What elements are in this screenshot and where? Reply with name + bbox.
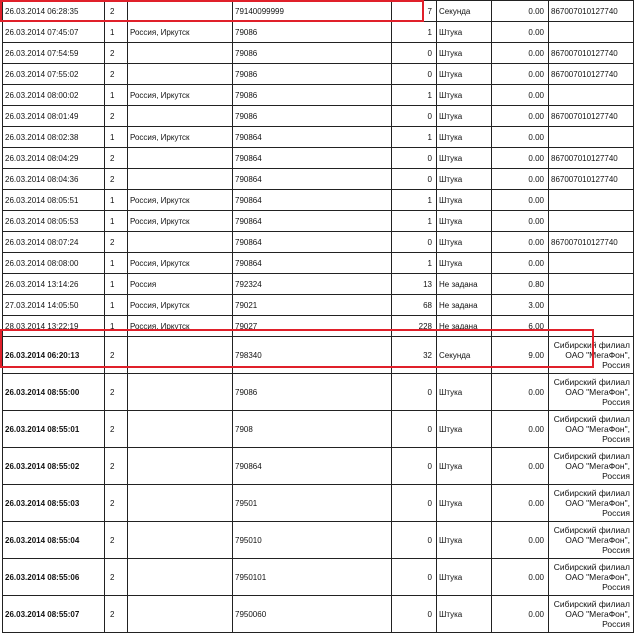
table-row	[3, 374, 634, 411]
cell-unit: Не задана	[437, 295, 492, 316]
cell-unit: Штука	[437, 253, 492, 274]
table-row	[3, 1, 634, 22]
cell-date: 26.03.2014 07:45:07	[3, 22, 105, 43]
cell-region: Россия, Иркутск	[128, 211, 233, 232]
cell-unit: Штука	[437, 169, 492, 190]
table-row	[3, 64, 634, 85]
cell-num: 790864	[233, 211, 392, 232]
cell-extra: 867007010127740	[549, 64, 634, 85]
cell-region	[128, 43, 233, 64]
cell-region: Россия, Иркутск	[128, 127, 233, 148]
cell-extra: Сибирский филиал ОАО "МегаФон", Россия	[549, 374, 634, 411]
cell-num: 79086	[233, 43, 392, 64]
cell-extra	[549, 127, 634, 148]
cell-unit: Штука	[437, 374, 492, 411]
cell-unit: Штука	[437, 43, 492, 64]
cell-price: 0.00	[492, 43, 549, 64]
cell-date: 26.03.2014 08:55:02	[3, 448, 105, 485]
cell-num: 79086	[233, 374, 392, 411]
cell-region	[128, 559, 233, 596]
cell-unit: Штука	[437, 522, 492, 559]
table-row	[3, 85, 634, 106]
cell-qty: 0	[392, 374, 437, 411]
cell-unit: Штука	[437, 448, 492, 485]
cell-unit: Штука	[437, 85, 492, 106]
cell-extra	[549, 316, 634, 337]
cell-qty: 1	[392, 127, 437, 148]
cell-region: Россия, Иркутск	[128, 85, 233, 106]
cell-num: 792324	[233, 274, 392, 295]
cell-type: 1	[105, 211, 128, 232]
cell-region: Россия, Иркутск	[128, 295, 233, 316]
cell-price: 0.00	[492, 169, 549, 190]
cell-region	[128, 411, 233, 448]
cell-type: 1	[105, 190, 128, 211]
cell-price: 0.00	[492, 127, 549, 148]
table-row	[3, 559, 634, 596]
cell-qty: 0	[392, 43, 437, 64]
cell-type: 2	[105, 337, 128, 374]
cell-unit: Штука	[437, 232, 492, 253]
cell-type: 2	[105, 411, 128, 448]
cell-type: 2	[105, 374, 128, 411]
cell-price: 0.00	[492, 190, 549, 211]
cell-price: 0.00	[492, 596, 549, 633]
cell-unit: Штука	[437, 22, 492, 43]
cell-region	[128, 1, 233, 22]
cell-price: 3.00	[492, 295, 549, 316]
cell-type: 2	[105, 448, 128, 485]
cell-type: 1	[105, 127, 128, 148]
cell-num: 79086	[233, 106, 392, 127]
cell-region: Россия, Иркутск	[128, 22, 233, 43]
cell-extra: 867007010127740	[549, 1, 634, 22]
cell-price: 0.00	[492, 85, 549, 106]
cell-extra	[549, 274, 634, 295]
table-row	[3, 127, 634, 148]
cell-date: 26.03.2014 08:55:07	[3, 596, 105, 633]
cell-price: 0.00	[492, 374, 549, 411]
cell-num: 79086	[233, 64, 392, 85]
cell-type: 2	[105, 148, 128, 169]
cell-qty: 0	[392, 64, 437, 85]
cell-date: 26.03.2014 08:01:49	[3, 106, 105, 127]
cell-type: 2	[105, 596, 128, 633]
cell-extra: Сибирский филиал ОАО "МегаФон", Россия	[549, 411, 634, 448]
table-row	[3, 448, 634, 485]
cell-type: 2	[105, 169, 128, 190]
cell-region: Россия, Иркутск	[128, 253, 233, 274]
table-row	[3, 337, 634, 374]
table-row	[3, 22, 634, 43]
cell-qty: 68	[392, 295, 437, 316]
table-row	[3, 295, 634, 316]
cell-price: 0.00	[492, 411, 549, 448]
cell-num: 790864	[233, 127, 392, 148]
cell-region	[128, 485, 233, 522]
cell-date: 26.03.2014 13:14:26	[3, 274, 105, 295]
cell-date: 26.03.2014 08:05:53	[3, 211, 105, 232]
cell-num: 790864	[233, 169, 392, 190]
cell-type: 1	[105, 274, 128, 295]
cell-unit: Штука	[437, 64, 492, 85]
cell-qty: 1	[392, 211, 437, 232]
cell-unit: Штука	[437, 596, 492, 633]
cell-extra: Сибирский филиал ОАО "МегаФон", Россия	[549, 337, 634, 374]
table-row	[3, 253, 634, 274]
cell-num: 79021	[233, 295, 392, 316]
cell-date: 26.03.2014 07:55:02	[3, 64, 105, 85]
cell-extra	[549, 22, 634, 43]
cell-unit: Штука	[437, 106, 492, 127]
cell-extra	[549, 211, 634, 232]
cell-num: 790864	[233, 448, 392, 485]
cell-extra	[549, 190, 634, 211]
cell-unit: Штука	[437, 148, 492, 169]
cell-qty: 7	[392, 1, 437, 22]
cell-unit: Штука	[437, 559, 492, 596]
cell-price: 0.00	[492, 559, 549, 596]
cell-num: 790864	[233, 253, 392, 274]
cell-price: 6.00	[492, 316, 549, 337]
cell-qty: 0	[392, 232, 437, 253]
cell-type: 1	[105, 253, 128, 274]
cell-type: 2	[105, 64, 128, 85]
cell-unit: Не задана	[437, 274, 492, 295]
cell-qty: 1	[392, 85, 437, 106]
cell-date: 28.03.2014 13:22:19	[3, 316, 105, 337]
cell-price: 0.00	[492, 148, 549, 169]
cell-date: 26.03.2014 08:07:24	[3, 232, 105, 253]
cell-extra	[549, 295, 634, 316]
cell-qty: 0	[392, 559, 437, 596]
table-row	[3, 411, 634, 448]
cell-extra: Сибирский филиал ОАО "МегаФон", Россия	[549, 559, 634, 596]
cell-unit: Штука	[437, 485, 492, 522]
cell-price: 0.00	[492, 485, 549, 522]
cell-price: 0.00	[492, 64, 549, 85]
table-row	[3, 169, 634, 190]
table-row	[3, 485, 634, 522]
call-detail-table	[2, 0, 634, 633]
cell-price: 9.00	[492, 337, 549, 374]
cell-region	[128, 232, 233, 253]
cell-region: Россия	[128, 274, 233, 295]
cell-date: 26.03.2014 08:00:02	[3, 85, 105, 106]
cell-qty: 1	[392, 253, 437, 274]
table-row	[3, 211, 634, 232]
cell-qty: 0	[392, 106, 437, 127]
cell-qty: 13	[392, 274, 437, 295]
cell-num: 79140099999	[233, 1, 392, 22]
cell-type: 2	[105, 43, 128, 64]
cell-date: 26.03.2014 08:08:00	[3, 253, 105, 274]
cell-price: 0.00	[492, 448, 549, 485]
table-row	[3, 148, 634, 169]
cell-qty: 0	[392, 169, 437, 190]
table-row	[3, 43, 634, 64]
cell-unit: Не задана	[437, 316, 492, 337]
cell-num: 7908	[233, 411, 392, 448]
cell-num: 79027	[233, 316, 392, 337]
cell-type: 1	[105, 316, 128, 337]
cell-unit: Штука	[437, 127, 492, 148]
cell-date: 26.03.2014 07:54:59	[3, 43, 105, 64]
cell-date: 26.03.2014 08:02:38	[3, 127, 105, 148]
cell-type: 2	[105, 232, 128, 253]
cell-region: Россия, Иркутск	[128, 316, 233, 337]
cell-extra: 867007010127740	[549, 169, 634, 190]
cell-qty: 0	[392, 522, 437, 559]
cell-date: 26.03.2014 08:55:01	[3, 411, 105, 448]
cell-price: 0.00	[492, 211, 549, 232]
table-row	[3, 522, 634, 559]
cell-num: 79501	[233, 485, 392, 522]
cell-extra	[549, 253, 634, 274]
cell-unit: Штука	[437, 211, 492, 232]
cell-type: 2	[105, 106, 128, 127]
cell-num: 7950060	[233, 596, 392, 633]
cell-num: 790864	[233, 190, 392, 211]
cell-price: 0.80	[492, 274, 549, 295]
cell-region: Россия, Иркутск	[128, 190, 233, 211]
cell-type: 2	[105, 485, 128, 522]
cell-price: 0.00	[492, 253, 549, 274]
cell-unit: Секунда	[437, 337, 492, 374]
cell-num: 79086	[233, 22, 392, 43]
cell-date: 26.03.2014 08:55:00	[3, 374, 105, 411]
cell-type: 2	[105, 522, 128, 559]
cell-unit: Секунда	[437, 1, 492, 22]
cell-qty: 32	[392, 337, 437, 374]
cell-num: 798340	[233, 337, 392, 374]
cell-num: 795010	[233, 522, 392, 559]
cell-region	[128, 448, 233, 485]
cell-region	[128, 596, 233, 633]
cell-region	[128, 106, 233, 127]
cell-extra: 867007010127740	[549, 232, 634, 253]
cell-qty: 1	[392, 190, 437, 211]
table-row	[3, 274, 634, 295]
table-row	[3, 232, 634, 253]
cell-unit: Штука	[437, 411, 492, 448]
cell-date: 26.03.2014 08:55:03	[3, 485, 105, 522]
cell-qty: 0	[392, 448, 437, 485]
cell-region	[128, 522, 233, 559]
cell-qty: 0	[392, 148, 437, 169]
cell-date: 26.03.2014 08:04:36	[3, 169, 105, 190]
cell-unit: Штука	[437, 190, 492, 211]
cell-qty: 1	[392, 22, 437, 43]
cell-extra: Сибирский филиал ОАО "МегаФон", Россия	[549, 485, 634, 522]
cell-region	[128, 148, 233, 169]
cell-qty: 228	[392, 316, 437, 337]
cell-date: 27.03.2014 14:05:50	[3, 295, 105, 316]
cell-type: 2	[105, 1, 128, 22]
table-row	[3, 106, 634, 127]
cell-extra: 867007010127740	[549, 148, 634, 169]
cell-price: 0.00	[492, 232, 549, 253]
cell-num: 7950101	[233, 559, 392, 596]
cell-num: 79086	[233, 85, 392, 106]
table-row	[3, 316, 634, 337]
cell-extra: Сибирский филиал ОАО "МегаФон", Россия	[549, 522, 634, 559]
cell-type: 1	[105, 85, 128, 106]
cell-qty: 0	[392, 485, 437, 522]
cell-price: 0.00	[492, 1, 549, 22]
cell-extra	[549, 85, 634, 106]
cell-date: 26.03.2014 08:55:06	[3, 559, 105, 596]
cell-region	[128, 169, 233, 190]
cell-region	[128, 64, 233, 85]
cell-type: 1	[105, 22, 128, 43]
table-row	[3, 596, 634, 633]
cell-extra: Сибирский филиал ОАО "МегаФон", Россия	[549, 448, 634, 485]
cell-region	[128, 374, 233, 411]
cell-qty: 0	[392, 596, 437, 633]
cell-date: 26.03.2014 06:28:35	[3, 1, 105, 22]
cell-extra: 867007010127740	[549, 43, 634, 64]
cell-date: 26.03.2014 06:20:13	[3, 337, 105, 374]
cell-price: 0.00	[492, 22, 549, 43]
cell-price: 0.00	[492, 522, 549, 559]
cell-extra: Сибирский филиал ОАО "МегаФон", Россия	[549, 596, 634, 633]
cell-qty: 0	[392, 411, 437, 448]
cell-price: 0.00	[492, 106, 549, 127]
cell-num: 790864	[233, 148, 392, 169]
cell-type: 1	[105, 295, 128, 316]
cell-num: 790864	[233, 232, 392, 253]
cell-date: 26.03.2014 08:04:29	[3, 148, 105, 169]
table-row	[3, 190, 634, 211]
cell-extra: 867007010127740	[549, 106, 634, 127]
cell-date: 26.03.2014 08:05:51	[3, 190, 105, 211]
cell-region	[128, 337, 233, 374]
cell-type: 2	[105, 559, 128, 596]
cell-date: 26.03.2014 08:55:04	[3, 522, 105, 559]
